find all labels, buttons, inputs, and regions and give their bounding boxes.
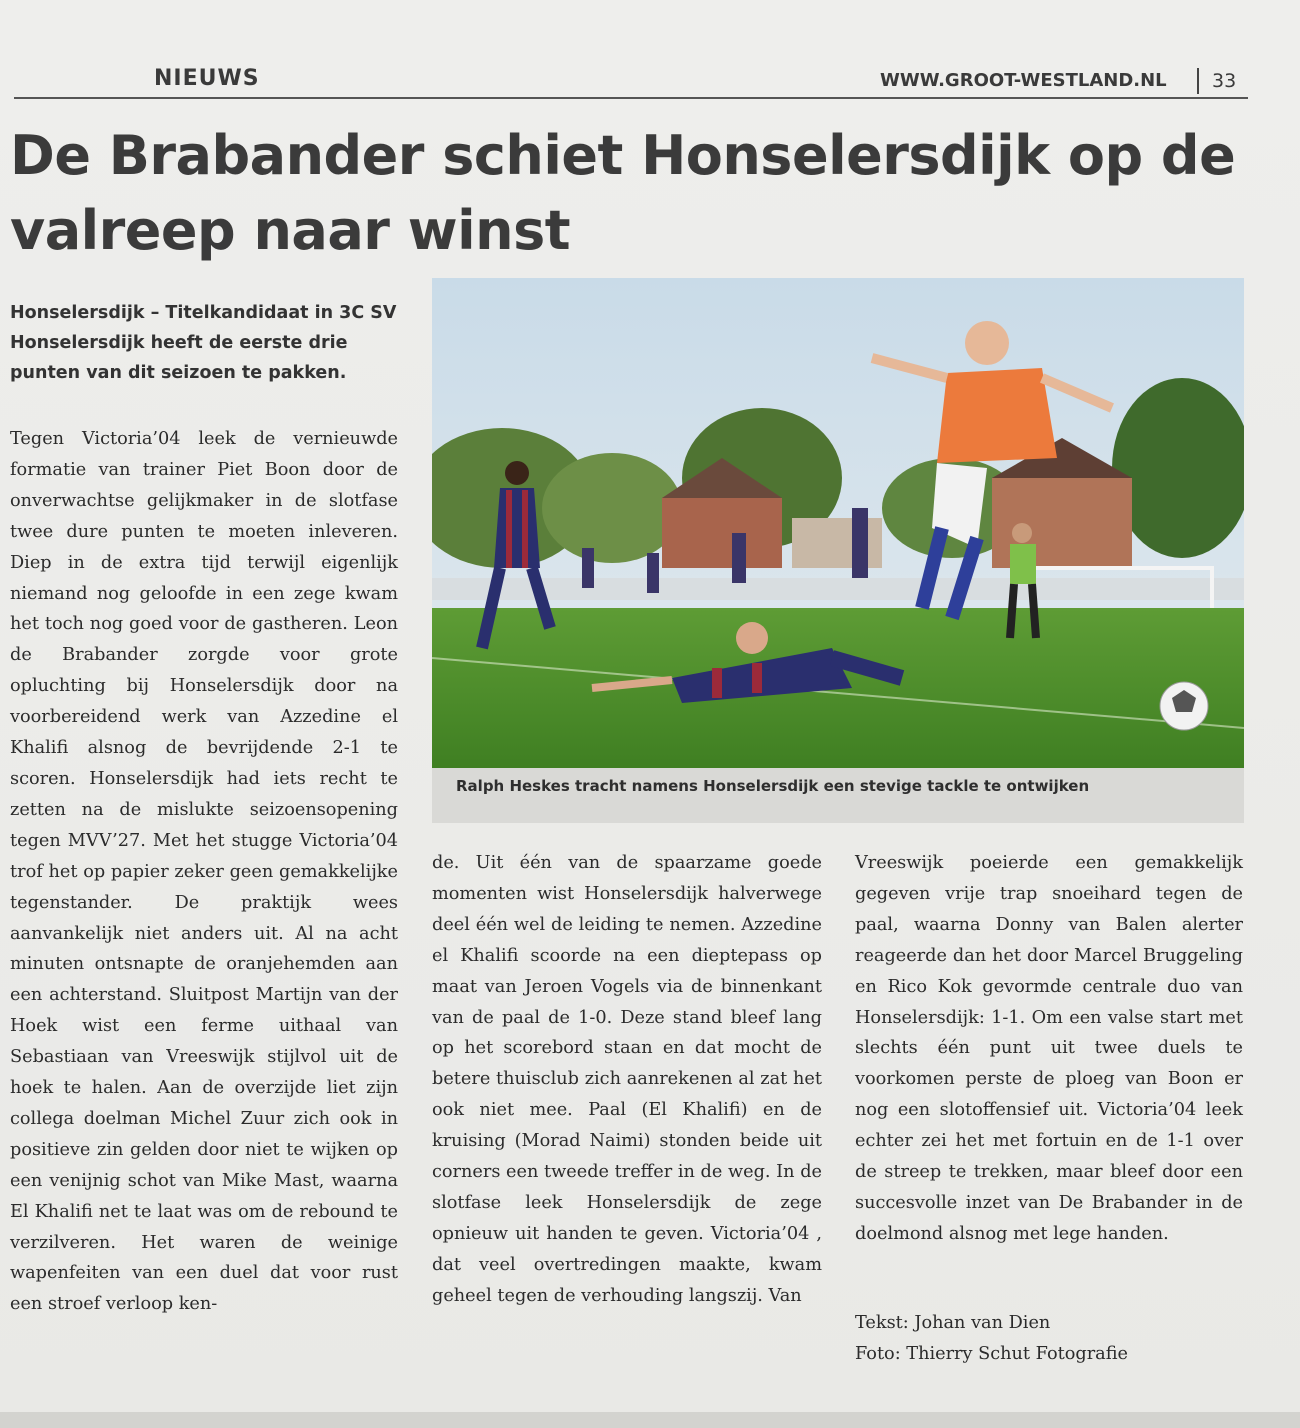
article-headline: De Brabander schiet Honselersdijk op de valreep naar winst bbox=[10, 124, 1236, 262]
match-photo bbox=[432, 278, 1244, 768]
header-separator bbox=[1197, 68, 1199, 94]
football-scene-image bbox=[432, 278, 1244, 768]
photo-caption: Ralph Heskes tracht namens Honselersdijk een stevige tackle te ontwijken bbox=[456, 777, 1090, 795]
section-label: NIEUWS bbox=[154, 66, 260, 91]
website-url: WWW.GROOT-WESTLAND.NL bbox=[880, 70, 1167, 91]
article-column-2: de. Uit één van de spaarzame goede momenten wist Honselersdijk halverwege deel één wel de leiding te nemen. Azzedine el Khalifi scoorde na een dieptepass op maat van Jeroen Vogels via de binnenkant van de paal de 1-0. Deze stand bleef lang op het scorebord staan en dat mocht de betere thuisclub zich aanrekenen al zat het ook niet mee. Paal (El Khalifi) en de kruising (Morad Naimi) stonden beide uit corners een tweede treffer in de weg. In de slotfase leek Honselersdijk de zege opnieuw uit handen te geven. Victoria’04 , dat veel overtredingen maakte, kwam geheel tegen de verhouding langszij. Van bbox=[432, 853, 822, 1306]
article-column-3: Vreeswijk poeierde een gemakkelijk gegeven vrije trap snoeihard tegen de paal, waarna Donny van Balen alerter reageerde dan het door Marcel Bruggeling en Rico Kok gevormde centrale duo van Honselersdijk: 1-1. Om een valse start met slechts één punt uit twee duels te voorkomen perste de ploeg van Boon er nog een slotoffensief uit. Victoria’04 leek echter zei het met fortuin en de 1-1 over de streep te trekken, maar bleef door een succesvolle inzet van De Brabander in de doelmond alsnog met lege handen. bbox=[855, 853, 1243, 1244]
page-number: 33 bbox=[1212, 70, 1237, 92]
photo-frame bbox=[432, 278, 1244, 823]
photo-credit: Foto: Thierry Schut Fotografie bbox=[855, 1343, 1128, 1364]
text-credit: Tekst: Johan van Dien bbox=[855, 1313, 1051, 1333]
article-lead: Honselersdijk – Titelkandidaat in 3C SV Honselersdijk heeft de eerste drie punten van dit seizoen te pakken. bbox=[10, 303, 397, 383]
article-column-1: Tegen Victoria’04 leek de vernieuwde formatie van trainer Piet Boon door de onverwachtse gelijkmaker in de slotfase twee dure punten te moeten inleveren. Diep in de extra tijd terwijl eigenlijk niemand nog geloofde in een zege kwam het toch nog goed voor de gastheren. Leon de Brabander zorgde voor grote opluchting bij Honselersdijk door na voorbereidend werk van Azzedine el Khalifi alsnog de bevrijdende 2-1 te scoren. Honselersdijk had iets recht te zetten na de mislukte seizoensopening tegen MVV’27. Met het stugge Victoria’04 trof het op papier zeker geen gemakkelijke tegenstander. De praktijk wees aanvankelijk niet anders uit. Al na acht minuten ontsnapte de oranjehemden aan een achterstand. Sluitpost Martijn van der Hoek wist een ferme uithaal van Sebastiaan van Vreeswijk stijlvol uit de hoek te halen. Aan de overzijde liet zijn collega doelman Michel Zuur zich ook in positieve zin gelden door niet te wijken op een venijnig schot van Mike Mast, waarna El Khalifi net te laat was om de rebound te verzilveren. Het waren de weinige wapenfeiten van een duel dat voor rust een stroef verloop ken- bbox=[10, 429, 398, 1315]
page-bottom-edge bbox=[0, 1412, 1300, 1428]
article-credits bbox=[855, 1308, 1128, 1370]
header-rule bbox=[14, 97, 1248, 99]
